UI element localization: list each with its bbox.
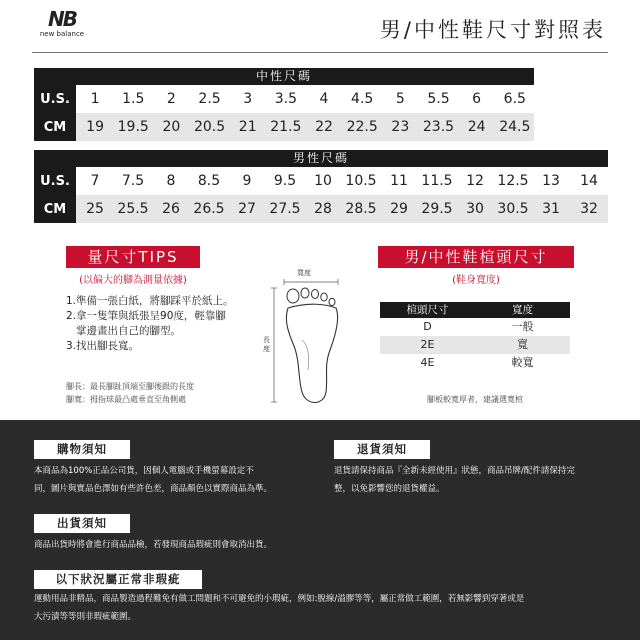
size-cell: 22.5 (346, 119, 378, 135)
row-label: U.S. (34, 85, 76, 113)
foot-width-label: 寬度 (297, 269, 311, 277)
size-cell: 23 (391, 119, 410, 135)
size-cell: 6 (472, 91, 482, 107)
size-cell: 3.5 (274, 91, 297, 107)
size-cell: 3 (243, 91, 253, 107)
size-cell: 28 (314, 201, 332, 217)
tips-step: 2.拿一隻筆與紙張呈90度，輕靠腳 (66, 310, 226, 322)
row-cells (76, 195, 608, 223)
mens-size-table (34, 150, 608, 223)
toe-cell: 較寬 (511, 356, 534, 369)
toe-box-note: 腳板較寬厚者，建議選寬楦 (427, 395, 523, 404)
size-cell: 20.5 (193, 119, 226, 135)
size-cell: 24.5 (499, 119, 531, 135)
size-cell: 4.5 (351, 91, 374, 107)
size-cell: 30 (466, 201, 484, 217)
tips-step: 3.找出腳長寬。 (66, 340, 140, 352)
tips-step: 1.準備一張白紙，將腳踩平於紙上。 (66, 295, 234, 307)
tips-note: 腳長：最長腳趾頂端至腳後跟的長度 (66, 382, 194, 391)
size-cell: 24 (467, 119, 486, 135)
return-notice-text (334, 462, 575, 498)
toe-cell: D (423, 320, 432, 333)
size-cell: 10 (314, 173, 332, 189)
toe-box-title: 男/中性鞋楦頭尺寸 (378, 246, 574, 268)
row-label: CM (34, 195, 76, 223)
defects-notice-title: 以下狀況屬正常非瑕疵 (34, 570, 202, 589)
size-cell: 12.5 (497, 173, 529, 189)
table-row-us (34, 85, 534, 113)
size-cell: 7.5 (121, 173, 145, 189)
table-row (380, 318, 570, 336)
size-cell: 6.5 (503, 91, 526, 107)
table-row-us (34, 167, 608, 195)
size-cell: 19.5 (117, 119, 149, 135)
tips-title: 量尺寸TIPS (66, 246, 200, 268)
notices-panel (0, 420, 640, 640)
size-cell: 22 (315, 119, 333, 135)
size-cell: 11 (390, 173, 408, 189)
toe-box-subtitle: (鞋身寬度) (452, 275, 500, 286)
table-row (380, 354, 570, 372)
footprint-icon (258, 270, 358, 410)
brand-logo (32, 8, 92, 39)
toe-header-cell: 楦頭尺寸 (406, 304, 449, 316)
size-cell: 21 (238, 119, 257, 135)
tips-subtitle: (以偏大的腳為測量依據) (79, 275, 187, 286)
size-cell: 5 (395, 91, 405, 107)
size-cell: 9.5 (273, 173, 297, 189)
page-title: 男/中性鞋尺寸對照表 (379, 18, 606, 42)
tips-steps (66, 294, 234, 354)
foot-length-label: 長 度 (263, 336, 270, 353)
size-cell: 13 (542, 173, 560, 189)
purchase-notice-text (34, 462, 272, 498)
notice-line: 整，以免影響您的退貨權益。 (334, 484, 445, 494)
table-band-title: 中性尺碼 (34, 68, 534, 85)
table-row-cm (34, 113, 534, 141)
notice-line: 本商品為100%正品公司貨，因個人電腦或手機螢幕設定不 (34, 466, 254, 476)
size-cell: 12 (466, 173, 484, 189)
toe-box-table (380, 302, 570, 372)
notice-line: 商品出貨時將會進行商品品檢，若發現商品瑕疵則會取消出貨。 (34, 540, 273, 550)
brand-name: new balance (39, 30, 85, 38)
defects-notice-text (34, 590, 524, 626)
size-cell: 27 (238, 201, 256, 217)
shipping-notice-text (34, 536, 272, 554)
notice-line: 退貨請保持商品『全新未經使用』狀態，商品吊牌/配件請保持完 (334, 466, 575, 476)
size-cell: 31 (542, 201, 560, 217)
notice-line: 同，圖片與實品色澤如有些許色差，商品顏色以實際商品為準。 (34, 484, 273, 494)
row-cells (76, 85, 534, 113)
size-cell: 26.5 (193, 201, 225, 217)
toe-cell: 一般 (511, 320, 534, 333)
size-cell: 28.5 (345, 201, 377, 217)
size-cell: 27.5 (269, 201, 301, 217)
unisex-size-table (34, 68, 608, 141)
row-label: U.S. (34, 167, 76, 195)
size-cell: 25 (86, 201, 104, 217)
size-cell: 10.5 (345, 173, 377, 189)
size-cell: 9 (242, 173, 252, 189)
row-cells (76, 113, 534, 141)
size-cell: 30.5 (497, 201, 529, 217)
size-cell: 5.5 (427, 91, 450, 107)
row-label: CM (34, 113, 76, 141)
header (0, 0, 640, 58)
size-cell: 1.5 (122, 91, 145, 107)
toe-header-cell: 寬度 (512, 304, 533, 316)
toe-cell: 4E (420, 356, 435, 369)
size-cell: 29 (390, 201, 408, 217)
size-cell: 2 (166, 91, 176, 107)
size-cell: 8.5 (197, 173, 221, 189)
tips-step: 掌邊畫出自己的腳型。 (66, 325, 182, 337)
tips-notes (66, 380, 194, 406)
notice-line: 運動用品非精品，商品製造過程難免有做工問題和不可避免的小瑕疵，例如:脫線/溢膠等等，屬正常做工範圍，若無影響到穿著或是 (34, 594, 525, 604)
size-cell: 25.5 (117, 201, 149, 217)
shipping-notice-title: 出貨須知 (34, 514, 130, 533)
header-divider (32, 52, 608, 53)
purchase-notice-title: 購物須知 (34, 440, 130, 459)
notice-line: 大污漬等等則非瑕疵範圍。 (34, 612, 137, 622)
size-cell: 21.5 (270, 119, 302, 135)
nb-logo-icon: NB (48, 7, 76, 31)
size-cell: 19 (86, 119, 104, 135)
size-cell: 11.5 (421, 173, 453, 189)
return-notice-title: 退貨須知 (334, 440, 430, 459)
toe-table-header (380, 302, 570, 318)
row-cells (76, 167, 608, 195)
table-row-cm (34, 195, 608, 223)
table-band-title: 男性尺碼 (34, 150, 608, 167)
size-cell: 7 (90, 173, 100, 189)
table-row (380, 336, 570, 354)
size-cell: 1 (90, 91, 100, 107)
size-cell: 4 (319, 91, 329, 107)
size-cell: 29.5 (421, 201, 453, 217)
size-cell: 14 (580, 173, 598, 189)
tips-note: 腳寬：拇指球最凸處垂直至角側處 (66, 395, 186, 404)
size-cell: 2.5 (198, 91, 221, 107)
size-cell: 26 (162, 201, 180, 217)
size-cell: 8 (166, 173, 176, 189)
size-cell: 32 (580, 201, 598, 217)
toe-cell: 寬 (517, 338, 528, 351)
size-cell: 20 (162, 119, 181, 135)
toe-cell: 2E (420, 338, 435, 351)
size-cell: 23.5 (422, 119, 455, 135)
